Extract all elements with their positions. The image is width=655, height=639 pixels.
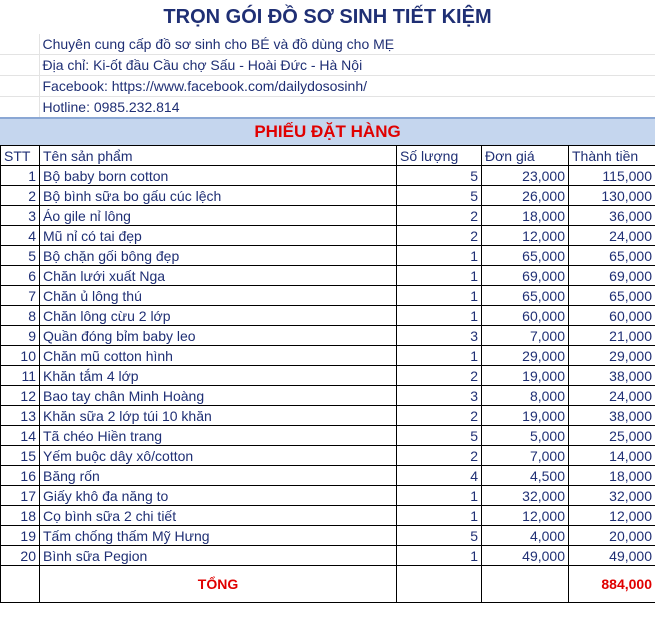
row-stt[interactable]: 13 bbox=[1, 406, 40, 426]
form-title: PHIẾU ĐẶT HÀNG bbox=[0, 118, 655, 145]
row-name[interactable]: Bình sữa Pegion bbox=[40, 546, 397, 566]
row-stt[interactable]: 2 bbox=[1, 186, 40, 206]
col-header-price[interactable]: Đơn giá bbox=[482, 146, 569, 166]
total-label[interactable]: TỔNG bbox=[40, 566, 397, 603]
row-total[interactable]: 38,000 bbox=[569, 366, 655, 386]
row-total[interactable]: 29,000 bbox=[569, 346, 655, 366]
table-row bbox=[1, 446, 655, 466]
row-stt[interactable]: 17 bbox=[1, 486, 40, 506]
table-row bbox=[1, 186, 655, 206]
row-qty[interactable]: 1 bbox=[397, 286, 482, 306]
row-qty[interactable]: 1 bbox=[397, 486, 482, 506]
row-stt[interactable]: 20 bbox=[1, 546, 40, 566]
row-stt[interactable]: 16 bbox=[1, 466, 40, 486]
row-price[interactable]: 32,000 bbox=[482, 486, 569, 506]
row-total[interactable]: 115,000 bbox=[569, 166, 655, 186]
row-price[interactable]: 69,000 bbox=[482, 266, 569, 286]
empty-cell[interactable] bbox=[0, 55, 39, 76]
row-qty[interactable]: 5 bbox=[397, 426, 482, 446]
row-name[interactable]: Bộ baby born cotton bbox=[40, 166, 397, 186]
row-qty[interactable]: 2 bbox=[397, 446, 482, 466]
row-price[interactable]: 7,000 bbox=[482, 446, 569, 466]
total-value[interactable]: 884,000 bbox=[569, 566, 655, 603]
row-stt[interactable]: 12 bbox=[1, 386, 40, 406]
table-row bbox=[1, 426, 655, 446]
row-price[interactable]: 4,000 bbox=[482, 526, 569, 546]
row-name[interactable]: Khăn sữa 2 lớp túi 10 khăn bbox=[40, 406, 397, 426]
table-row bbox=[1, 346, 655, 366]
row-stt[interactable]: 1 bbox=[1, 166, 40, 186]
row-name[interactable]: Mũ nỉ có tai đẹp bbox=[40, 226, 397, 246]
row-price[interactable]: 7,000 bbox=[482, 326, 569, 346]
row-qty[interactable]: 1 bbox=[397, 506, 482, 526]
table-row bbox=[1, 546, 655, 566]
row-total[interactable]: 20,000 bbox=[569, 526, 655, 546]
table-row bbox=[1, 166, 655, 186]
row-qty[interactable]: 2 bbox=[397, 226, 482, 246]
table-row bbox=[1, 306, 655, 326]
header-table bbox=[0, 0, 655, 145]
table-row bbox=[1, 466, 655, 486]
row-name[interactable]: Tã chéo Hiền trang bbox=[40, 426, 397, 446]
row-name[interactable]: Chăn lông cừu 2 lớp bbox=[40, 306, 397, 326]
table-row bbox=[1, 246, 655, 266]
table-row bbox=[1, 366, 655, 386]
table-row bbox=[1, 206, 655, 226]
row-total[interactable]: 60,000 bbox=[569, 306, 655, 326]
row-total[interactable]: 49,000 bbox=[569, 546, 655, 566]
table-row bbox=[1, 386, 655, 406]
row-name[interactable]: Chăn mũ cotton hình bbox=[40, 346, 397, 366]
row-qty[interactable]: 5 bbox=[397, 526, 482, 546]
row-name[interactable]: Chăn ủ lông thú bbox=[40, 286, 397, 306]
empty-cell[interactable] bbox=[0, 97, 39, 119]
empty-cell[interactable] bbox=[0, 76, 39, 97]
empty-cell[interactable] bbox=[482, 566, 569, 603]
row-qty[interactable]: 5 bbox=[397, 186, 482, 206]
row-total[interactable]: 38,000 bbox=[569, 406, 655, 426]
row-price[interactable]: 8,000 bbox=[482, 386, 569, 406]
row-name[interactable]: Yếm buộc dây xô/cotton bbox=[40, 446, 397, 466]
col-header-qty[interactable]: Số lượng bbox=[397, 146, 482, 166]
table-row bbox=[1, 486, 655, 506]
row-total[interactable]: 14,000 bbox=[569, 446, 655, 466]
empty-cell[interactable] bbox=[0, 34, 39, 55]
shop-title: TRỌN GÓI ĐỒ SƠ SINH TIẾT KIỆM bbox=[163, 5, 492, 28]
row-price[interactable]: 23,000 bbox=[482, 166, 569, 186]
table-row bbox=[1, 226, 655, 246]
row-qty[interactable]: 1 bbox=[397, 546, 482, 566]
row-qty[interactable]: 1 bbox=[397, 266, 482, 286]
row-total[interactable]: 36,000 bbox=[569, 206, 655, 226]
row-name[interactable]: Khăn tắm 4 lớp bbox=[40, 366, 397, 386]
row-total[interactable]: 69,000 bbox=[569, 266, 655, 286]
table-row bbox=[1, 326, 655, 346]
row-qty[interactable]: 3 bbox=[397, 386, 482, 406]
row-stt[interactable]: 11 bbox=[1, 366, 40, 386]
row-price[interactable]: 19,000 bbox=[482, 406, 569, 426]
table-row bbox=[1, 506, 655, 526]
row-total[interactable]: 25,000 bbox=[569, 426, 655, 446]
row-stt[interactable]: 10 bbox=[1, 346, 40, 366]
row-price[interactable]: 18,000 bbox=[482, 206, 569, 226]
row-total[interactable]: 130,000 bbox=[569, 186, 655, 206]
row-total[interactable]: 18,000 bbox=[569, 466, 655, 486]
row-price[interactable]: 4,500 bbox=[482, 466, 569, 486]
row-stt[interactable]: 18 bbox=[1, 506, 40, 526]
row-name[interactable]: Tấm chống thấm Mỹ Hưng bbox=[40, 526, 397, 546]
col-header-stt[interactable]: STT bbox=[1, 146, 40, 166]
row-price[interactable]: 5,000 bbox=[482, 426, 569, 446]
row-total[interactable]: 65,000 bbox=[569, 286, 655, 306]
shop-address[interactable]: Địa chỉ: Ki-ốt đầu Cầu chợ Sấu - Hoài Đức - Hà Nội bbox=[39, 55, 655, 76]
row-stt[interactable]: 4 bbox=[1, 226, 40, 246]
row-qty[interactable]: 2 bbox=[397, 206, 482, 226]
row-stt[interactable]: 14 bbox=[1, 426, 40, 446]
row-total[interactable]: 24,000 bbox=[569, 386, 655, 406]
row-price[interactable]: 29,000 bbox=[482, 346, 569, 366]
row-name[interactable]: Quần đóng bỉm baby leo bbox=[40, 326, 397, 346]
table-row bbox=[1, 406, 655, 426]
col-header-total[interactable]: Thành tiền bbox=[569, 146, 655, 166]
row-qty[interactable]: 4 bbox=[397, 466, 482, 486]
col-header-name[interactable]: Tên sản phẩm bbox=[40, 146, 397, 166]
row-stt[interactable]: 7 bbox=[1, 286, 40, 306]
row-total[interactable]: 32,000 bbox=[569, 486, 655, 506]
row-qty[interactable]: 1 bbox=[397, 346, 482, 366]
row-stt[interactable]: 6 bbox=[1, 266, 40, 286]
shop-hotline[interactable]: Hotline: 0985.232.814 bbox=[39, 97, 655, 119]
row-stt[interactable]: 15 bbox=[1, 446, 40, 466]
row-name[interactable]: Bao tay chân Minh Hoàng bbox=[40, 386, 397, 406]
row-name[interactable]: Bộ bình sữa bo gấu cúc lệch bbox=[40, 186, 397, 206]
order-table bbox=[0, 145, 655, 603]
row-total[interactable]: 21,000 bbox=[569, 326, 655, 346]
row-price[interactable]: 65,000 bbox=[482, 286, 569, 306]
shop-tagline[interactable]: Chuyên cung cấp đồ sơ sinh cho BÉ và đồ dùng cho MẸ bbox=[39, 34, 655, 55]
empty-cell[interactable] bbox=[397, 566, 482, 603]
total-row bbox=[1, 566, 655, 603]
row-price[interactable]: 26,000 bbox=[482, 186, 569, 206]
row-total[interactable]: 12,000 bbox=[569, 506, 655, 526]
table-row bbox=[1, 266, 655, 286]
column-header-row bbox=[1, 146, 655, 166]
row-qty[interactable]: 1 bbox=[397, 246, 482, 266]
row-name[interactable]: Cọ bình sữa 2 chi tiết bbox=[40, 506, 397, 526]
empty-cell[interactable] bbox=[1, 566, 40, 603]
row-qty[interactable]: 3 bbox=[397, 326, 482, 346]
row-qty[interactable]: 1 bbox=[397, 306, 482, 326]
row-qty[interactable]: 2 bbox=[397, 366, 482, 386]
row-name[interactable]: Băng rốn bbox=[40, 466, 397, 486]
row-stt[interactable]: 8 bbox=[1, 306, 40, 326]
row-price[interactable]: 12,000 bbox=[482, 506, 569, 526]
row-price[interactable]: 49,000 bbox=[482, 546, 569, 566]
row-name[interactable]: Chăn lưới xuất Nga bbox=[40, 266, 397, 286]
table-row bbox=[1, 526, 655, 546]
row-name[interactable]: Bộ chặn gối bông đẹp bbox=[40, 246, 397, 266]
row-stt[interactable]: 19 bbox=[1, 526, 40, 546]
row-stt[interactable]: 3 bbox=[1, 206, 40, 226]
row-stt[interactable]: 5 bbox=[1, 246, 40, 266]
row-price[interactable]: 60,000 bbox=[482, 306, 569, 326]
row-qty[interactable]: 5 bbox=[397, 166, 482, 186]
row-total[interactable]: 24,000 bbox=[569, 226, 655, 246]
row-total[interactable]: 65,000 bbox=[569, 246, 655, 266]
table-row bbox=[1, 286, 655, 306]
row-qty[interactable]: 2 bbox=[397, 406, 482, 426]
row-name[interactable]: Giấy khô đa năng to bbox=[40, 486, 397, 506]
row-price[interactable]: 12,000 bbox=[482, 226, 569, 246]
row-price[interactable]: 65,000 bbox=[482, 246, 569, 266]
row-price[interactable]: 19,000 bbox=[482, 366, 569, 386]
shop-facebook[interactable]: Facebook: https://www.facebook.com/dailydososinh/ bbox=[39, 76, 655, 97]
row-name[interactable]: Áo gile nỉ lông bbox=[40, 206, 397, 226]
row-stt[interactable]: 9 bbox=[1, 326, 40, 346]
